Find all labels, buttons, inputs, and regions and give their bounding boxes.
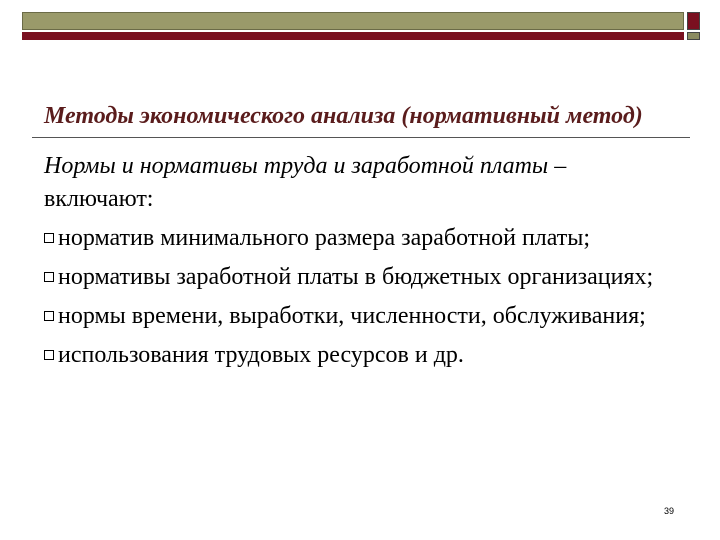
- square-bullet-icon: [44, 272, 54, 282]
- list-item: [44, 261, 684, 294]
- square-bullet-icon: [44, 233, 54, 243]
- list-item: [44, 339, 684, 372]
- title-divider: [32, 137, 690, 138]
- square-bullet-icon: [44, 350, 54, 360]
- header-band-olive: [22, 12, 684, 30]
- list-item-text: использования трудовых ресурсов и др.: [58, 342, 464, 368]
- square-bullet-icon: [44, 311, 54, 321]
- list-item-text: норматив минимального размера заработной платы;: [58, 225, 591, 251]
- lead-paragraph: [44, 150, 684, 216]
- slide-title: Методы экономического анализа (нормативный метод): [44, 103, 643, 129]
- page-number: 39: [664, 506, 675, 516]
- corner-square-olive: [687, 32, 700, 40]
- header-band-maroon: [22, 32, 684, 40]
- lead-dash: –: [548, 153, 567, 179]
- lead-rest-text: включают:: [44, 186, 154, 212]
- list-item: [44, 300, 684, 333]
- list-item-text: нормы времени, выработки, численности, обслуживания;: [58, 303, 646, 329]
- corner-square-maroon: [687, 12, 700, 30]
- slide-body: [44, 150, 684, 378]
- list-item: [44, 222, 684, 255]
- lead-italic-text: Нормы и нормативы труда и заработной платы: [44, 153, 549, 179]
- list-item-text: нормативы заработной платы в бюджетных организациях;: [58, 264, 654, 290]
